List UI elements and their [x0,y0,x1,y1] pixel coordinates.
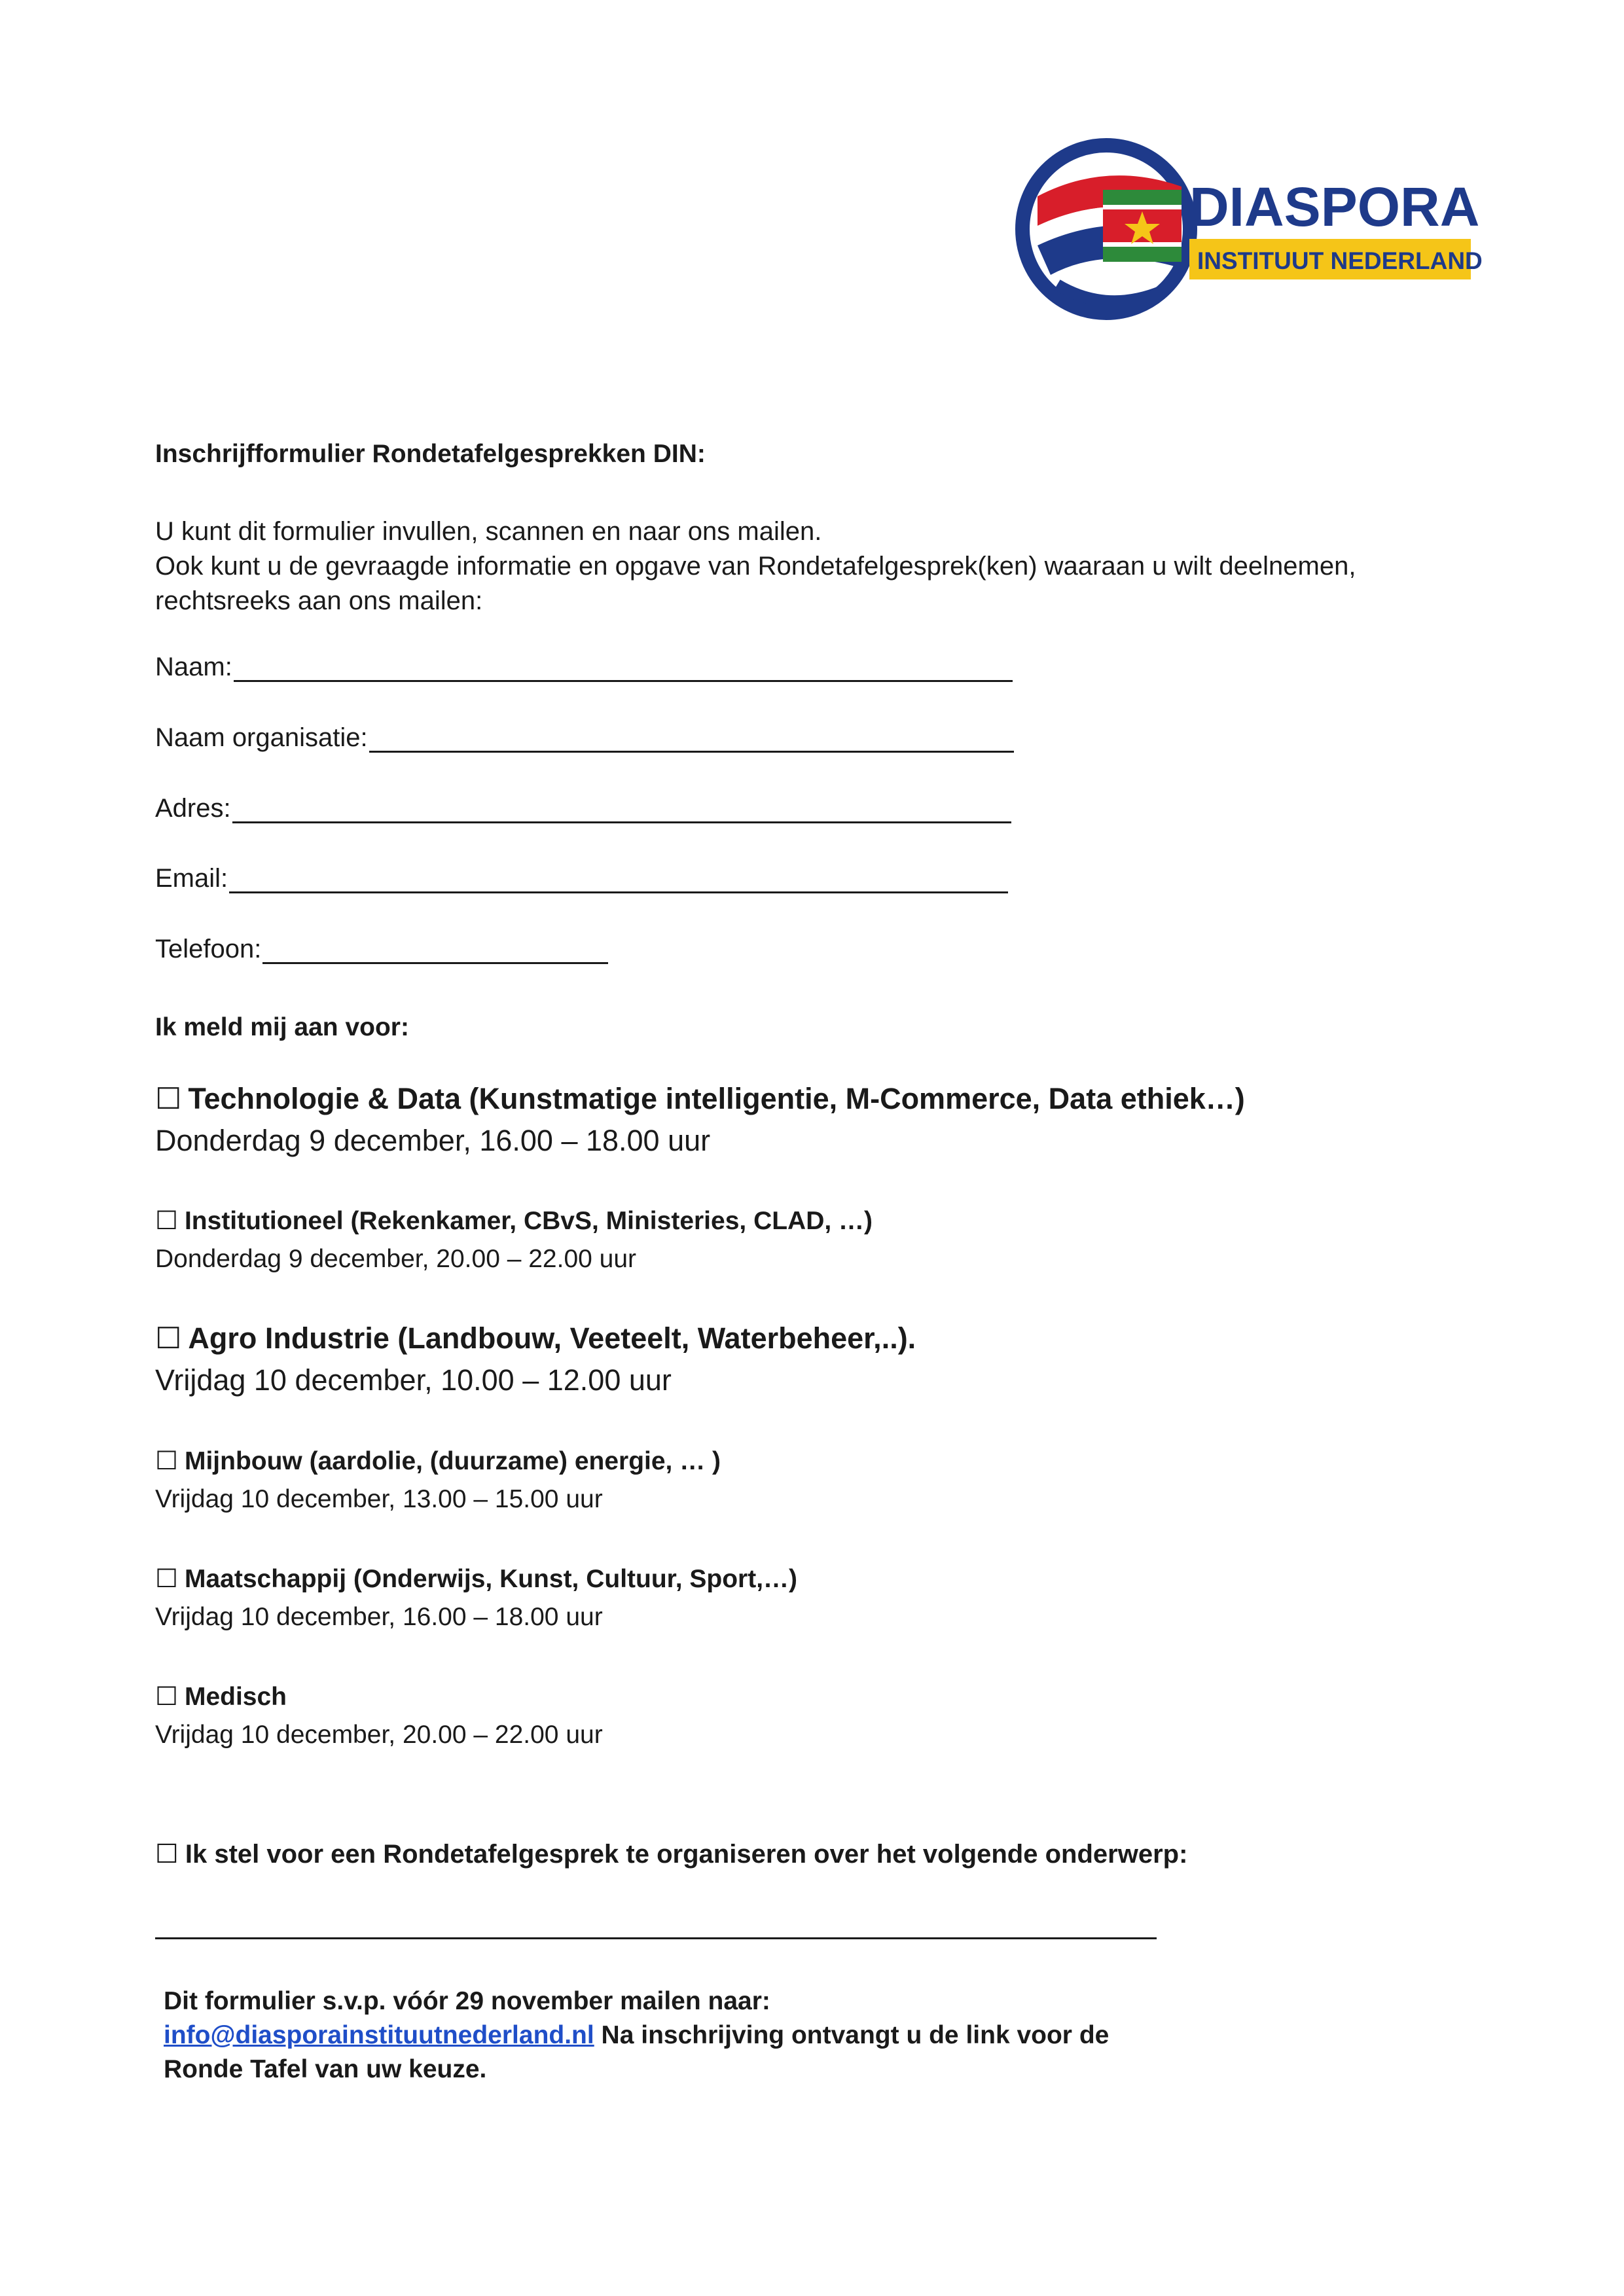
option-time: Vrijdag 10 december, 16.00 – 18.00 uur [155,1603,603,1631]
adres-line[interactable] [232,797,1011,823]
form-title: Inschrijfformulier Rondetafelgesprekken DIN: [155,440,706,468]
naam-line[interactable] [234,655,1013,682]
organisatie-line[interactable] [369,726,1014,753]
checkbox-technologie[interactable]: ☐ [155,1081,182,1116]
checkbox-agro-industrie[interactable]: ☐ [155,1321,182,1355]
option-label: Technologie & Data (Kunstmatige intelligentie, M-Commerce, Data ethiek…) [188,1081,1245,1115]
checkbox-institutioneel[interactable]: ☐ [155,1206,178,1236]
telefoon-line[interactable] [262,937,608,964]
option-institutioneel [155,1206,873,1274]
proposal-topic-line[interactable] [155,1937,1157,1939]
organisatie-field[interactable] [155,723,1014,753]
signup-heading: Ik meld mij aan voor: [155,1013,409,1041]
option-maatschappij [155,1564,797,1632]
option-medisch [155,1682,603,1749]
footer-line-2 [164,2018,1407,2053]
proposal-label: Ik stel voor een Rondetafelgesprek te organiseren over het volgende onderwerp: [185,1839,1188,1869]
option-agro-industrie [155,1321,916,1397]
option-time: Vrijdag 10 december, 20.00 – 22.00 uur [155,1721,603,1749]
footer-line-1: Dit formulier s.v.p. vóór 29 november mailen naar: [164,1987,770,2015]
email-line[interactable] [229,867,1008,893]
naam-label: Naam: [155,653,232,681]
option-label: Institutioneel (Rekenkamer, CBvS, Ministeries, CLAD, …) [184,1206,873,1235]
option-label: Mijnbouw (aardolie, (duurzame) energie, … ) [184,1446,721,1475]
naam-field[interactable] [155,653,1013,682]
checkbox-proposal[interactable]: ☐ [155,1839,179,1869]
adres-label: Adres: [155,794,231,823]
telefoon-field[interactable] [155,935,608,964]
proposal-option [155,1839,1187,1869]
intro-line-1: U kunt dit formulier invullen, scannen en naar ons mailen. [155,517,822,546]
footer-instructions [164,1984,1407,2087]
diaspora-logo [1011,134,1483,324]
email-field[interactable] [155,864,1008,893]
email-link[interactable]: info@diasporainstituutnederland.nl [164,2021,594,2049]
option-label: Maatschappij (Onderwijs, Kunst, Cultuur, Sport,…) [184,1564,798,1593]
intro-line-3: rechtsreeks aan ons mailen: [155,586,483,615]
organisatie-label: Naam organisatie: [155,723,368,752]
checkbox-maatschappij[interactable]: ☐ [155,1564,178,1594]
option-mijnbouw [155,1446,721,1514]
logo-name-bottom: INSTITUUT NEDERLAND [1197,247,1483,274]
footer-line-2-rest: Na inschrijving ontvangt u de link voor de [594,2021,1110,2049]
checkbox-mijnbouw[interactable]: ☐ [155,1446,178,1476]
option-label: Agro Industrie (Landbouw, Veeteelt, Waterbeheer,..). [188,1321,916,1355]
adres-field[interactable] [155,794,1011,823]
email-label: Email: [155,864,228,893]
option-time: Vrijdag 10 december, 10.00 – 12.00 uur [155,1363,672,1397]
footer-line-3: Ronde Tafel van uw keuze. [164,2055,487,2083]
option-label: Medisch [184,1682,287,1711]
option-technologie [155,1081,1245,1158]
option-time: Vrijdag 10 december, 13.00 – 15.00 uur [155,1485,603,1513]
logo-name-top: DIASPORA [1189,176,1480,238]
form-intro [155,514,1497,619]
intro-line-2: Ook kunt u de gevraagde informatie en opgave van Rondetafelgesprek(ken) waaraan u wilt deelnemen, [155,552,1356,581]
option-time: Donderdag 9 december, 16.00 – 18.00 uur [155,1124,711,1157]
checkbox-medisch[interactable]: ☐ [155,1682,178,1712]
telefoon-label: Telefoon: [155,935,262,963]
option-time: Donderdag 9 december, 20.00 – 22.00 uur [155,1245,637,1273]
